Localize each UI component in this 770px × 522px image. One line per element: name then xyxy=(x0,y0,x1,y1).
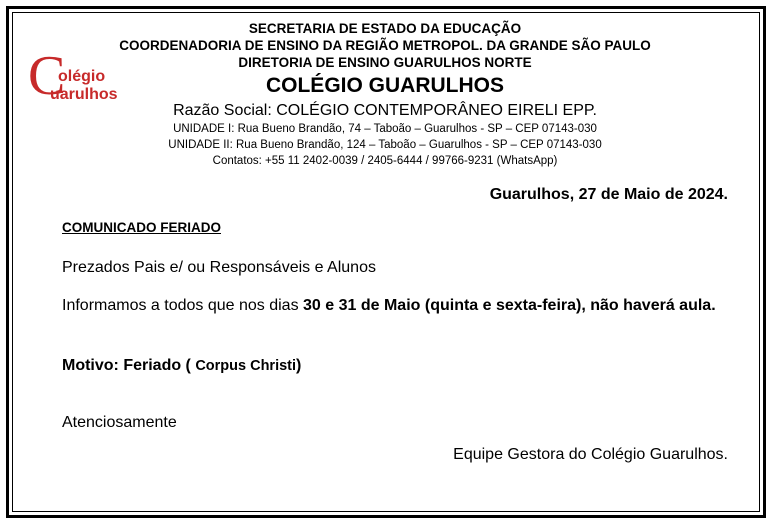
letter-closing: Atenciosamente xyxy=(62,414,177,431)
logo-word-2: uarulhos xyxy=(50,86,118,103)
header-coordenadoria: COORDENADORIA DE ENSINO DA REGIÃO METROPOL. DA GRANDE SÃO PAULO xyxy=(119,38,651,53)
address-unit-1: UNIDADE I: Rua Bueno Brandão, 74 – Taboão – Guarulhos - SP – CEP 07143-030 xyxy=(173,123,597,135)
address-unit-2: UNIDADE II: Rua Bueno Brandão, 124 – Taboão – Guarulhos - SP – CEP 07143-030 xyxy=(168,139,602,151)
header-secretaria: SECRETARIA DE ESTADO DA EDUCAÇÃO xyxy=(248,21,522,36)
letter-motivo xyxy=(62,356,301,376)
letter-date: Guarulhos, 27 de Maio de 2024. xyxy=(489,186,728,203)
inform-dates: 30 e 31 de Maio (quinta e sexta-feira), não haverá aula. xyxy=(303,297,716,314)
razao-social: Razão Social: COLÉGIO CONTEMPORÂNEO EIRELI EPP. xyxy=(173,102,597,119)
motivo-value: Corpus Christi xyxy=(195,358,297,374)
letter-subject: COMUNICADO FERIADO xyxy=(62,220,221,235)
school-title: COLÉGIO GUARULHOS xyxy=(265,74,504,97)
contacts: Contatos: +55 11 2402-0039 / 2405-6444 / 99766-9231 (WhatsApp) xyxy=(212,155,558,167)
letter-signature: Equipe Gestora do Colégio Guarulhos. xyxy=(453,446,728,463)
letter-greeting: Prezados Pais e/ ou Responsáveis e Alunos xyxy=(62,259,376,276)
motivo-close: ) xyxy=(296,357,302,374)
logo-letter: C xyxy=(28,45,66,107)
header-diretoria: DIRETORIA DE ENSINO GUARULHOS NORTE xyxy=(238,55,532,70)
logo-word-1: olégio xyxy=(58,68,106,85)
motivo-label: Motivo: Feriado ( xyxy=(62,357,196,374)
letter-information xyxy=(62,296,728,316)
inform-intro: Informamos a todos que nos dias xyxy=(62,297,304,314)
